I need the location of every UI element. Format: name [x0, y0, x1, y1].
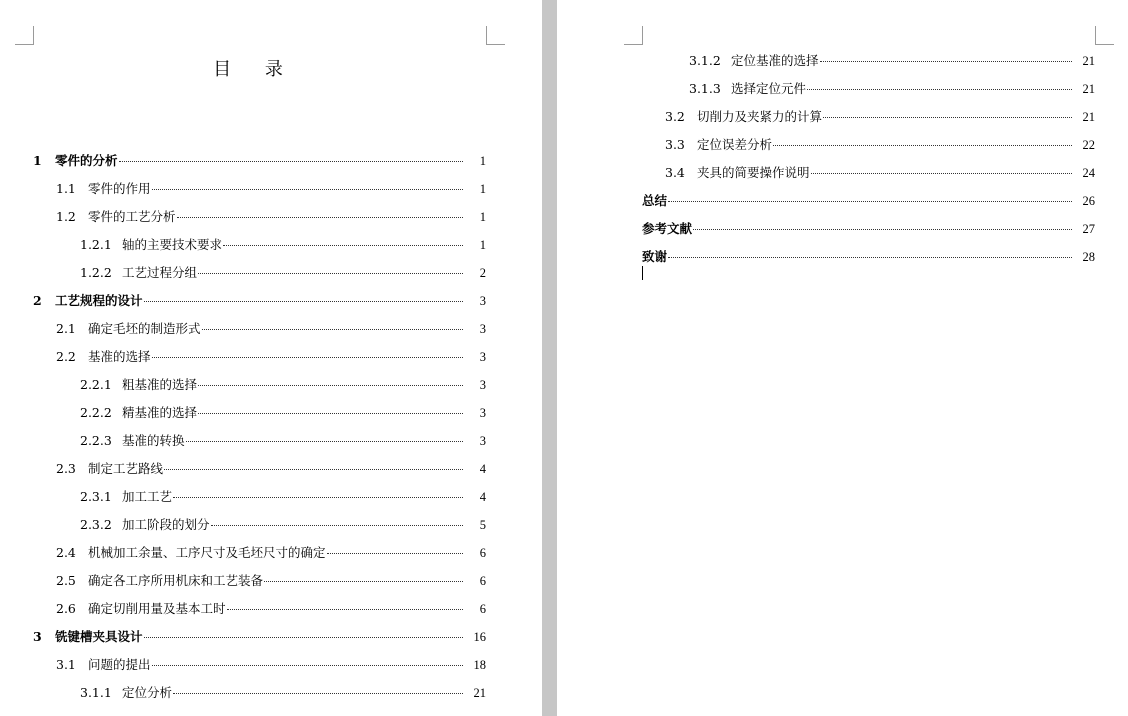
toc-entry-number: 2.2.1	[80, 377, 112, 392]
toc-entry-number: 1.1	[56, 181, 76, 196]
toc-entry[interactable]	[665, 159, 1095, 187]
dot-leader	[164, 469, 463, 470]
dot-leader	[152, 665, 463, 666]
toc-entry[interactable]	[56, 455, 486, 483]
toc-entry-page: 2	[479, 266, 486, 280]
toc-entry-title: 零件的作用	[88, 181, 151, 196]
dot-leader	[177, 217, 463, 218]
toc-entry-page: 3	[479, 294, 486, 308]
page-gutter	[542, 0, 557, 716]
toc-entry-number: 3.1.2	[689, 53, 721, 68]
document-page-left	[0, 0, 542, 716]
toc-entry-title: 加工阶段的划分	[122, 517, 210, 532]
toc-entry-page: 1	[479, 182, 486, 196]
toc-entry-title: 切削力及夹紧力的计算	[697, 109, 823, 124]
toc-entry-page: 6	[479, 546, 486, 560]
toc-entry-title: 精基准的选择	[122, 405, 198, 420]
toc-entry[interactable]	[642, 187, 1095, 215]
toc-entry-number: 2.6	[56, 601, 76, 616]
dot-leader	[693, 229, 1072, 230]
toc-entry-page: 6	[479, 602, 486, 616]
toc-entry-page: 3	[479, 350, 486, 364]
toc-entry[interactable]	[56, 343, 486, 371]
toc-entry-number: 3.1	[56, 657, 76, 672]
dot-leader	[119, 161, 463, 162]
toc-entry-number: 1	[33, 153, 42, 168]
toc-entry-number: 1.2	[56, 209, 76, 224]
toc-entry-number: 2.3	[56, 461, 76, 476]
dot-leader	[186, 441, 463, 442]
toc-entry-number: 2	[33, 293, 42, 308]
toc-entry-title: 铣键槽夹具设计	[55, 629, 143, 644]
toc-entry-title: 制定工艺路线	[88, 461, 164, 476]
dot-leader	[198, 273, 463, 274]
toc-entry-title: 工艺过程分组	[122, 265, 198, 280]
toc-entry-page: 26	[1082, 194, 1095, 208]
toc-entry-title: 参考文献	[642, 221, 693, 236]
toc-entry[interactable]	[80, 371, 486, 399]
toc-entry-title: 粗基准的选择	[122, 377, 198, 392]
toc-entry-number: 2.3.1	[80, 489, 112, 504]
dot-leader	[152, 189, 463, 190]
toc-entry-title: 总结	[642, 193, 668, 208]
dot-leader	[198, 413, 463, 414]
toc-entry[interactable]	[56, 315, 486, 343]
toc-entry[interactable]	[56, 203, 486, 231]
toc-entry-title: 基准的选择	[88, 349, 151, 364]
dot-leader	[807, 89, 1072, 90]
toc-title: 目 录	[213, 59, 297, 80]
toc-entry[interactable]	[642, 215, 1095, 243]
text-cursor	[642, 266, 643, 280]
toc-entry-page: 3	[479, 322, 486, 336]
toc-entry-number: 2.2	[56, 349, 76, 364]
toc-entry-title: 工艺规程的设计	[55, 293, 143, 308]
toc-entry-page: 3	[479, 434, 486, 448]
toc-entry-title: 定位分析	[122, 685, 173, 700]
toc-entry[interactable]	[80, 511, 486, 539]
toc-entry[interactable]	[56, 539, 486, 567]
toc-entry-number: 2.3.2	[80, 517, 112, 532]
toc-entry-page: 1	[479, 154, 486, 168]
toc-entry-page: 5	[479, 518, 486, 532]
toc-entry[interactable]	[56, 595, 486, 623]
toc-entry-page: 21	[1082, 54, 1095, 68]
toc-entry-page: 27	[1082, 222, 1095, 236]
toc-entry-number: 2.2.2	[80, 405, 112, 420]
toc-entry[interactable]	[33, 287, 486, 315]
dot-leader	[173, 497, 463, 498]
toc-entry-title: 致谢	[642, 249, 668, 264]
toc-entry[interactable]	[56, 567, 486, 595]
toc-entry[interactable]	[80, 427, 486, 455]
toc-entry[interactable]	[665, 103, 1095, 131]
toc-entry-page: 28	[1082, 250, 1095, 264]
toc-entry-number: 2.2.3	[80, 433, 112, 448]
toc-entry-number: 2.4	[56, 545, 76, 560]
toc-entry-title: 零件的分析	[55, 153, 118, 168]
toc-entry-title: 选择定位元件	[731, 81, 807, 96]
toc-entry-page: 18	[473, 658, 486, 672]
toc-entry-title: 定位误差分析	[697, 137, 773, 152]
dot-leader	[211, 525, 463, 526]
toc-entry-page: 16	[473, 630, 486, 644]
toc-entry-title: 夹具的简要操作说明	[697, 165, 810, 180]
margin-corner-mark	[1095, 26, 1114, 45]
dot-leader	[820, 61, 1072, 62]
toc-entry-page: 21	[1082, 110, 1095, 124]
toc-entry-number: 3.1.1	[80, 685, 112, 700]
toc-entry[interactable]	[689, 47, 1095, 75]
dot-leader	[198, 385, 463, 386]
dot-leader	[811, 173, 1072, 174]
toc-entry[interactable]	[33, 147, 486, 175]
toc-entry-title: 确定各工序所用机床和工艺装备	[88, 573, 264, 588]
toc-entry-number: 3	[33, 629, 42, 644]
margin-corner-mark	[624, 26, 643, 45]
toc-entry[interactable]	[80, 679, 486, 707]
toc-entry-title: 轴的主要技术要求	[122, 237, 223, 252]
toc-entry[interactable]	[56, 175, 486, 203]
toc-entry-number: 1.2.1	[80, 237, 112, 252]
toc-entry-number: 3.3	[665, 137, 685, 152]
dot-leader	[668, 257, 1072, 258]
dot-leader	[173, 693, 463, 694]
dot-leader	[152, 357, 463, 358]
toc-entry[interactable]	[33, 623, 486, 651]
toc-entry-title: 基准的转换	[122, 433, 185, 448]
toc-entry-page: 3	[479, 378, 486, 392]
toc-entry-page: 4	[479, 490, 486, 504]
toc-entry-title: 零件的工艺分析	[88, 209, 176, 224]
toc-entry-number: 2.5	[56, 573, 76, 588]
toc-entry[interactable]	[80, 399, 486, 427]
toc-entry[interactable]	[642, 243, 1095, 271]
dot-leader	[773, 145, 1072, 146]
toc-entry-page: 21	[473, 686, 486, 700]
toc-entry-page: 3	[479, 406, 486, 420]
toc-entry-page: 22	[1082, 138, 1095, 152]
toc-entry[interactable]	[80, 231, 486, 259]
toc-entry-title: 定位基准的选择	[731, 53, 819, 68]
margin-corner-mark	[486, 26, 505, 45]
toc-entry-number: 3.1.3	[689, 81, 721, 96]
toc-entry[interactable]	[80, 259, 486, 287]
margin-corner-mark	[15, 26, 34, 45]
toc-entry-page: 4	[479, 462, 486, 476]
dot-leader	[823, 117, 1072, 118]
toc-entry-number: 1.2.2	[80, 265, 112, 280]
toc-entry-page: 24	[1082, 166, 1095, 180]
toc-entry-title: 确定切削用量及基本工时	[88, 601, 226, 616]
dot-leader	[144, 301, 463, 302]
toc-entry-title: 机械加工余量、工序尺寸及毛坯尺寸的确定	[88, 545, 326, 560]
toc-entry[interactable]	[665, 131, 1095, 159]
toc-entry-page: 6	[479, 574, 486, 588]
dot-leader	[327, 553, 463, 554]
dot-leader	[202, 329, 463, 330]
toc-entry[interactable]	[56, 651, 486, 679]
toc-entry-page: 1	[479, 238, 486, 252]
dot-leader	[223, 245, 463, 246]
toc-entry-number: 2.1	[56, 321, 76, 336]
toc-entry-title: 加工工艺	[122, 489, 173, 504]
dot-leader	[264, 581, 463, 582]
toc-entry-number: 3.2	[665, 109, 685, 124]
dot-leader	[668, 201, 1072, 202]
dot-leader	[144, 637, 463, 638]
toc-entry[interactable]	[689, 75, 1095, 103]
toc-entry[interactable]	[80, 483, 486, 511]
toc-entry-page: 21	[1082, 82, 1095, 96]
toc-entry-title: 确定毛坯的制造形式	[88, 321, 201, 336]
toc-entry-number: 3.4	[665, 165, 685, 180]
document-page-right	[557, 0, 1128, 716]
toc-entry-title: 问题的提出	[88, 657, 151, 672]
toc-entry-page: 1	[479, 210, 486, 224]
dot-leader	[227, 609, 463, 610]
